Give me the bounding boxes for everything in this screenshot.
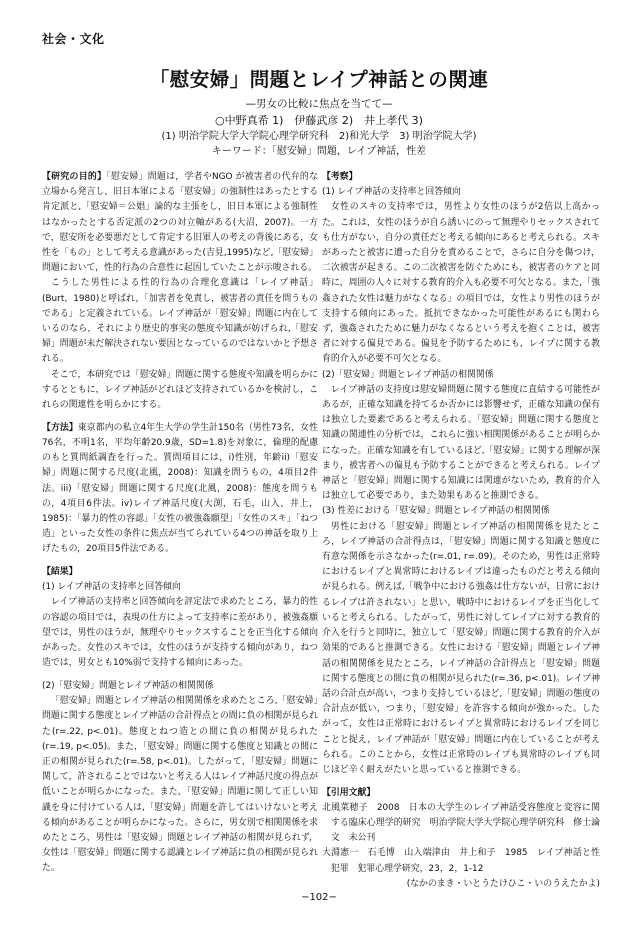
affiliation-line: (1) 明治学院大学大学院心理学研究科 2)和光大学 3) 明治学院大学) xyxy=(161,131,477,142)
body-paragraph: 「慰安婦」問題とレイプ神話の相関関係を求めたところ,「慰安婦」問題に関する態度とレイプ神話の合計得点との間に負の相関が見られた(r=.22, p<.01)。態度とねつ造との間に負の相関が見られた(r=.19, p<.05)。また，「慰安婦」問題に関する態度と知識との間に正の相関が見られた(r=.58, p<.01)。したがって，「慰安婦」問題に関して，許されることではないと考える人はレイプ神話尺度の得点が低いことが明らかになった。また，「慰安婦」問題に関して正しい知識を身に付けている人は,「慰安婦」問題を許してはいけないと考える傾向があることが明らかになった。さらに，男女別で相関関係を求めたところ，男性は「慰安婦」問題とレイプ神話の相関が見られず，女性は「慰安婦」問題に関する認識とレイプ神話に負の相関が見られた。 xyxy=(42,696,318,874)
paragraph-gap xyxy=(42,413,318,421)
subsection-heading: (3) 性差における「慰安婦」問題とレイプ神話の相関関係 xyxy=(322,506,550,517)
paragraph-gap xyxy=(42,558,318,566)
right-column xyxy=(322,170,600,892)
section-label: 社会・文化 xyxy=(42,32,105,46)
subsection-heading: (2)「慰安婦」問題とレイプ神話の相関関係 xyxy=(42,681,214,691)
paper-title: 「慰安婦」問題とレイプ神話との関連 xyxy=(149,68,489,91)
body-paragraph: そこで，本研究では「慰安婦」問題に関する態度や知識を明らかにするとともに，レイプ神話がどれほど支持されているかを検討し，これらの関連性を明らかにする。 xyxy=(42,369,318,411)
paragraph-gap xyxy=(42,672,318,680)
author-line: ○中野真希 1) 伊藤武彦 2) 井上孝代 3) xyxy=(215,114,423,127)
bracket-heading: 【考察】 xyxy=(322,172,358,182)
section-heading-paragraph: 【方法】東京都内の私立4年生大学の学生計150名（男性73名，女性76名，不明1名，平均年齢20.9歳，SD=1.8)を対象に，倫理的配慮のもと質問紙調査を行った。質問項目には，i)性別，年齢ii)「慰安婦」問題に関する尺度(北風，2008)：知識を問うもの，4項目2件法。iii)「慰安婦」問題に関する尺度(北風，2008)：態度を問うもの，4項目6件法。iv)レイプ神話尺度(大渕，石毛，山入，井上，1985)：「暴力的性の容認」「女性の被強姦願望」「女性のスキ」「ねつ造」といった女性の条件に焦点が当てられている4つの神話を取り上げたもの，20項目5件法である。 xyxy=(42,422,318,555)
bracket-heading: 【結果】 xyxy=(42,567,78,578)
bracket-heading: 【方法】 xyxy=(42,422,78,433)
body-paragraph: レイプ神話の支持度は慰安婦問題に関する態度に直結する可能性があるが，正確な知識を持てるか否かには影響せず，正確な知識の保有は独立した要素であると考えられる。「慰安婦」問題に関する態度と知識の関連性の分析では，これらに強い相関関係があることが明らかになった。正確な知識を有しているほど,「慰安婦」に関する理解が深まり，被害者への偏見も予防することができると考えられる。レイプ神話と「慰安婦」問題に関する知識には関連がないため，教育的介入は独立して必要であり，また効果もあると推測できる。 xyxy=(322,384,600,502)
section-heading-paragraph xyxy=(322,170,600,185)
author-reading-signoff: (なかのまき・いとうたけひこ・いのうえたかよ) xyxy=(406,878,600,889)
section-heading-paragraph: 【研究の目的】「慰安婦」問題は，学者やNGO が被害者の代弁的な立場から発言し，旧日本軍による「慰安婦」の強制性はあったとする肯定派と,「慰安婦＝公娼」論的な主張をし，旧日本軍による強制性はなかったとする否定派の2つの対立軸がある(大沼，2007)。一方で，慰安所を必要悪だとして肯定する旧軍人の考えの背後にある，女性を「もの」として考える意識があった(吉見,1995)など,「慰安婦」問題において，性的行為の合意性に起因していたことが示唆される。 xyxy=(42,172,318,274)
body-paragraph: レイプ神話の支持率と回答傾向を評定法で求めたところ，暴力的性の容認の項目では，表現の仕方によって支持率に差があり，被強姦願望では，男性のほうが，無理やりセックスすることを正当化する傾向があった。女性のスキでは，女性のほうが支持する傾向があり，ねつ造では，男女とも10%弱で支持する傾向にあった。 xyxy=(42,597,318,669)
body-paragraph: 女性のスキの支持率では，男性より女性のほうが2倍以上高かった。これは，女性のほうが自ら誘いにのって無理やりセックスされても仕方がない，自分の責任だと考える傾向にあると考えられる。スキがあったと被害に遭った自分を責めることで，さらに自分を傷つけ，二次被害が起きる。この二次被害を防ぐためにも，被害者のケアと同時に，周囲の人々に対する教育的介入も必要不可欠となる。また,「強姦された女性は魅力がなくなる」の項目では，女性より男性のほうが支持する傾向にあった。抵抗できなかった可能性があるにも関わらず，強姦されたために魅力がなくなるという考えを抱くことは，被害者に対する偏見である。偏見を予防するためにも，レイプに関する教育的介入が必要不可欠となる。 xyxy=(322,202,600,365)
subsection-heading: (1) レイプ神話の支持率と回答傾向 xyxy=(42,582,181,593)
body-paragraph: 男性における「慰安婦」問題とレイプ神話の相関関係を見たところ，レイプ神話の合計得点は，「慰安婦」問題に関する知識と態度に有意な関係を示さなかった(r=.01, r=.09)。そのため，男性は正常時におけるレイプと異常時におけるレイプは違ったものだと考える傾向が見られる。例えば,「戦争中における強姦は仕方ないが，日常におけるレイプは許されない」と思い，戦時中におけるレイプを正当化していると考えられる。したがって，男性に対してレイプに対する教育的介入を行うと同時に，独立して「慰安婦」問題に関する教育的介入が効果的であると推測できる。女性における「慰安婦」問題とレイプ神話の相関関係を見たところ，レイプ神話の合計得点と「慰安婦」問題に関する態度との間に負の相関が見られた(r=.36, p<.01)。レイプ神話の合計点が高い，つまり支持しているほど,「慰安婦」問題の態度の合計点が低い，つまり，「慰安婦」を許容する傾向が強かった。したがって，女性は正常時におけるレイプと異常時におけるレイプを同じことと捉え，レイプ神話が「慰安婦」問題に内在していることが考えられる。このことから，女性は正常時のレイプも異常時のレイプも同じほど辛く耐えがたいと思っていると推測できる。 xyxy=(322,521,600,775)
section-heading-paragraph xyxy=(42,565,318,580)
paragraph-gap xyxy=(322,778,600,786)
subsection-heading: (1) レイプ神話の支持率と回答傾向 xyxy=(322,187,461,198)
subsection-heading: (2)「慰安婦」問題とレイプ神話の相関関係 xyxy=(322,369,494,380)
bracket-heading: 【引用文献】 xyxy=(322,787,376,798)
reference-entry: 北風菜穂子 2008 日本の大学生のレイプ神話受容態度と変容に関する臨床心理学的研究 明治学院大学大学院心理学研究科 修士論文 未公刊 xyxy=(322,802,600,844)
reference-entry: 大淵憲一 石毛博 山入端津由 井上和子 1985 レイプ神話と性犯罪 犯罪心理学研究，23，2，1-12 xyxy=(322,848,600,874)
bracket-heading: 【研究の目的】 xyxy=(42,172,107,182)
left-column xyxy=(42,170,318,877)
section-heading-paragraph xyxy=(322,786,600,801)
keywords-line: キーワード：「慰安婦」問題，レイプ神話，性差 xyxy=(211,146,427,157)
page-number: −102− xyxy=(301,892,337,903)
body-paragraph: こうした男性による性的行為の合理化意識は「レイプ神話」(Burt，1980)と呼ばれ，「加害者を免責し，被害者の責任を問うものである」と定義されている。レイプ神話が「慰安婦」問題に内在しているのなら，それにより歴史的事実の態度や知識が妨げられ,「慰安婦」問題が未だ解決されない要因となっているのではないかと予想される。 xyxy=(42,278,318,365)
paper-subtitle: —男女の比較に焦点を当てて— xyxy=(245,98,393,110)
